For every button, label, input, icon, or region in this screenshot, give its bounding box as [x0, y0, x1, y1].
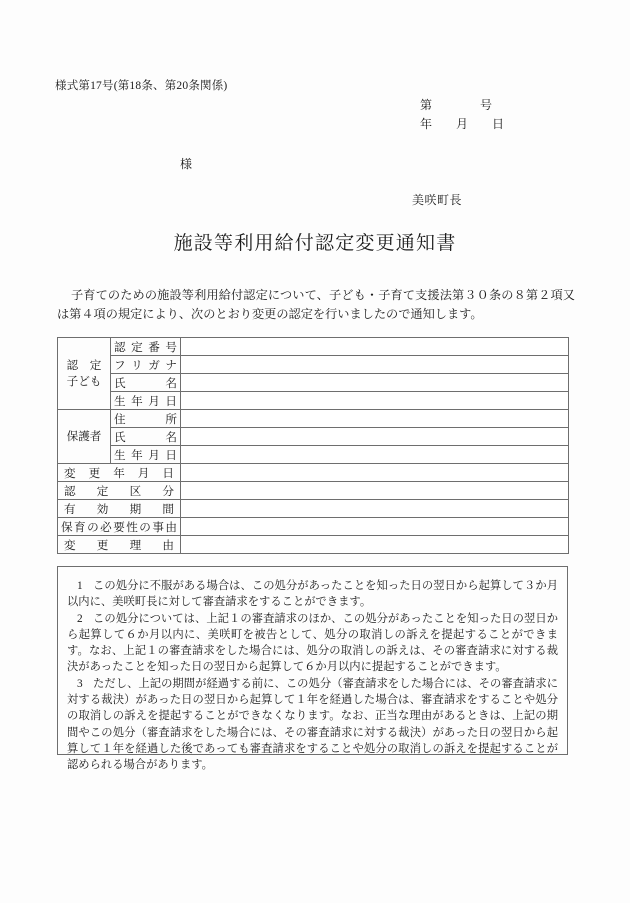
table-row [58, 410, 569, 428]
table-row [58, 482, 569, 500]
group-label-guardian: 保護者 [58, 410, 111, 464]
row-value-valid-period[interactable] [181, 500, 569, 518]
notice-item-3 [67, 676, 558, 774]
row-label-change-date: 変 更 年 月 日 [58, 464, 181, 482]
row-value-guardian-name[interactable] [181, 428, 569, 446]
notice-item-3-text: ただし、上記の期間が経過する前に、この処分（審査請求をした場合には、その審査請求に対する裁決）があった日の翌日から起算して１年を経過した場合は、審査請求をすることや処分の取消しの訴えを提起することができなくなります。なお、正当な理由があるときは、上記の期間やこの処分（審査請求をした場合には、その審査請求に対する裁決）があった日の翌日から起算して１年を経過した後であっても審査請求をすることや処分の取消しの訴えを提起することが認められる場合があります。 [67, 677, 558, 772]
row-value-change-date[interactable] [181, 464, 569, 482]
row-label-furigana: フ リ ガ ナ [111, 356, 181, 374]
notice-item-1-number: 1 [77, 580, 83, 592]
table-row [58, 338, 569, 356]
notice-item-2-number: 2 [77, 612, 83, 625]
row-label-guardian-address: 住 所 [111, 410, 181, 428]
row-value-furigana[interactable] [181, 356, 569, 374]
addressee-honorific: 様 [180, 157, 193, 171]
row-label-child-birthdate: 生 年 月 日 [111, 392, 181, 410]
row-value-child-birthdate[interactable] [181, 392, 569, 410]
notice-item-3-number: 3 [77, 677, 83, 690]
table-row [58, 392, 569, 410]
table-row [58, 374, 569, 392]
row-label-change-reason: 変 更 理 由 [58, 536, 181, 554]
appeal-notice-box [57, 566, 568, 772]
document-title: 施設等利用給付認定変更通知書 [173, 233, 457, 254]
group-label-child-line2: 子ども [66, 374, 102, 388]
issuer-name: 美咲町長 [412, 193, 463, 207]
row-value-childcare-necessity-reason[interactable] [181, 518, 569, 536]
notice-item-2 [67, 611, 558, 676]
table-row [58, 446, 569, 464]
document-date-field: 年 月 日 [420, 117, 505, 131]
table-row [58, 428, 569, 446]
row-value-guardian-address[interactable] [181, 410, 569, 428]
certification-table [57, 337, 569, 554]
row-value-certification-category[interactable] [181, 482, 569, 500]
lead-paragraph-text: 子育てのための施設等利用給付認定について、子ども・子育て支援法第３０条の８第２項又は第４項の規定により、次のとおり変更の認定を行いましたので通知します。 [57, 288, 575, 321]
group-label-child-line1: 認 定 [66, 358, 102, 372]
row-label-certification-category: 認 定 区 分 [58, 482, 181, 500]
row-label-guardian-birthdate: 生 年 月 日 [111, 446, 181, 464]
row-label-child-name: 氏 名 [111, 374, 181, 392]
table-row [58, 500, 569, 518]
row-label-guardian-name: 氏 名 [111, 428, 181, 446]
table-row [58, 518, 569, 536]
lead-paragraph [57, 286, 575, 324]
row-value-change-reason[interactable] [181, 536, 569, 554]
row-value-child-name[interactable] [181, 374, 569, 392]
notice-item-1-text: この処分に不服がある場合は、この処分があったことを知った日の翌日から起算して３か月以内に、美咲町長に対して審査請求をすることができます。 [67, 580, 558, 609]
form-number: 様式第17号(第18条、第20条関係) [55, 80, 228, 92]
row-label-certification-number: 認 定 番 号 [111, 338, 181, 356]
row-label-valid-period: 有 効 期 間 [58, 500, 181, 518]
row-label-childcare-necessity-reason: 保 育 の 必 要 性 の 事 由 [58, 518, 181, 536]
group-label-child [58, 338, 111, 410]
row-value-guardian-birthdate[interactable] [181, 446, 569, 464]
notice-item-2-text: この処分については、上記１の審査請求のほか、この処分があったことを知った日の翌日から起算して６か月以内に、美咲町を被告として、処分の取消しの訴えを提起することができます。なお、上記１の審査請求をした場合には、処分の取消しの訴えは、その審査請求に対する裁決があったことを知った日の翌日から起算して６か月以内に提起することができます。 [67, 612, 558, 674]
row-value-certification-number[interactable] [181, 338, 569, 356]
table-row [58, 536, 569, 554]
table-row [58, 464, 569, 482]
notice-item-1 [67, 578, 558, 611]
document-number-field: 第 号 [420, 98, 493, 112]
table-row [58, 356, 569, 374]
